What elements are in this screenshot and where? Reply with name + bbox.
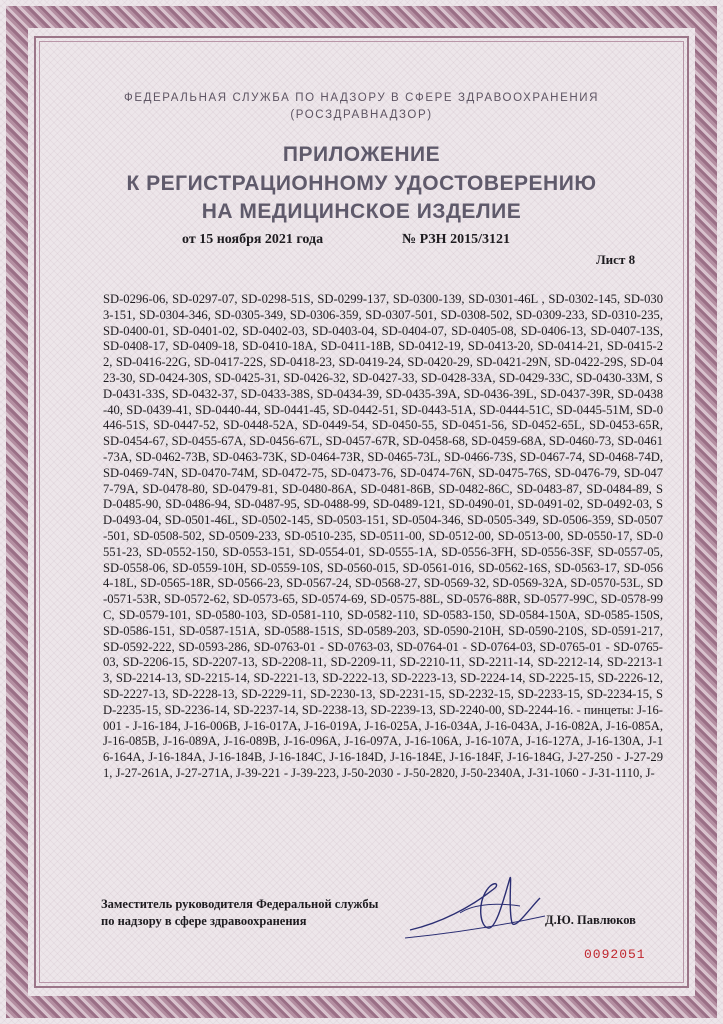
handwritten-signature [400,868,550,948]
registration-number: № РЗН 2015/3121 [402,232,510,247]
document-subtitle-2: НА МЕДИЦИНСКОЕ ИЗДЕЛИЕ [201,200,522,223]
document-subtitle-1: К РЕГИСТРАЦИОННОМУ УДОСТОВЕРЕНИЮ [126,172,597,195]
sheet-number: Лист 8 [596,252,636,267]
signatory-position-line2: по надзору в сфере здравоохранения [101,914,307,928]
agency-abbreviation: (РОСЗДРАВНАДЗОР) [290,109,433,121]
device-list [103,292,663,897]
document-title: ПРИЛОЖЕНИЕ [282,143,441,166]
model-list-text: SD-0296-06, SD-0297-07, SD-0298-51S, SD-0299-137, SD-0300-139, SD-0301-46L , SD-0302-145, SD-0303-151, SD-0304-346, SD-0305-349, SD-0306-359, SD-0307-501, SD-0308-502, SD-0309-233, SD-0310-235, SD-0400-01, SD-0401-02, SD-0402-03, SD-0403-04, SD-0404-07, SD-0405-08, SD-0406-13, SD-0407-13S, SD-0408-17, SD-0409-18, SD-0410-18A, SD-0411-18B, SD-0412-19, SD-0413-20, SD-0414-21, SD-0415-22, SD-0416-22G, SD-0417-22S, SD-0418-23, SD-0419-24, SD-0420-29, SD-0421-29N, SD-0422-29S, SD-0423-30, SD-0424-30S, SD-0425-31, SD-0426-32, SD-0427-33, SD-0428-33A, SD-0429-33C, SD-0430-33M, SD-0431-33S, SD-0432-37, SD-0433-38S, SD-0434-39, SD-0435-39A, SD-0436-39L, SD-0437-39R, SD-0438-40, SD-0439-41, SD-0440-44, SD-0441-45, SD-0442-51, SD-0443-51A, SD-0444-51C, SD-0445-51M, SD-0446-51S, SD-0447-52, SD-0448-52A, SD-0449-54, SD-0450-55, SD-0451-56, SD-0452-65L, SD-0453-65R, SD-0454-67, SD-0455-67A, SD-0456-67L, SD-0457-67R, SD-0458-68, SD-0459-68A, SD-0460-73, SD-0461-73A, SD-0462-73B, SD-0463-73K, SD-0464-73R, SD-0465-73L, SD-0466-73S, SD-0467-74, SD-0468-74D, SD-0469-74N, SD-0470-74M, SD-0472-75, SD-0473-76, SD-0474-76N, SD-0475-76S, SD-0476-79, SD-0477-79A, SD-0478-80, SD-0479-81, SD-0480-86A, SD-0481-86B, SD-0482-86C, SD-0483-87, SD-0484-89, SD-0485-90, SD-0486-94, SD-0487-95, SD-0488-99, SD-0489-121, SD-0490-01, SD-0491-02, SD-0492-03, SD-0493-04, SD-0501-46L, SD-0502-145, SD-0503-151, SD-0504-346, SD-0505-349, SD-0506-359, SD-0507-501, SD-0508-502, SD-0509-233, SD-0510-235, SD-0511-00, SD-0512-00, SD-0513-00, SD-0550-17, SD-0551-23, SD-0552-150, SD-0553-151, SD-0554-01, SD-0555-1A, SD-0556-3FH, SD-0556-3SF, SD-0557-05, SD-0558-06, SD-0559-10H, SD-0559-10S, SD-0560-015, SD-0561-016, SD-0562-16S, SD-0563-17, SD-0564-18L, SD-0565-18R, SD-0566-23, SD-0567-24, SD-0568-27, SD-0569-32, SD-0569-32A, SD-0570-53L, SD-0571-53R, SD-0572-62, SD-0573-65, SD-0574-69, SD-0575-88L, SD-0576-88R, SD-0577-99C, SD-0578-99C, SD-0579-101, SD-0580-103, SD-0581-110, SD-0582-110, SD-0583-150, SD-0584-150A, SD-0585-150S, SD-0586-151, SD-0587-151A, SD-0588-151S, SD-0589-203, SD-0590-210H, SD-0590-210S, SD-0591-217, SD-0592-222, SD-0593-286, SD-0763-01 - SD-0763-03, SD-0764-01 - SD-0764-03, SD-0765-01 - SD-0765-03, SD-2206-15, SD-2207-13, SD-2208-11, SD-2209-11, SD-2210-11, SD-2211-14, SD-2212-14, SD-2213-13, SD-2214-13, SD-2215-14, SD-2221-13, SD-2222-13, SD-2223-13, SD-2224-14, SD-2225-15, SD-2226-12, SD-2227-13, SD-2228-13, SD-2229-11, SD-2230-13, SD-2231-15, SD-2232-15, SD-2233-15, SD-2234-15, SD-2235-15, SD-2236-14, SD-2237-14, SD-2238-13, SD-2239-13, SD-2240-00, SD-2244-16. [103,292,663,717]
signatory-position-line1: Заместитель руководителя Федеральной службы [101,897,379,911]
serial-number: 0092051 [584,947,646,962]
agency-name: ФЕДЕРАЛЬНАЯ СЛУЖБА ПО НАДЗОРУ В СФЕРЕ ЗДРАВООХРАНЕНИЯ [123,92,600,104]
signatory-name: Д.Ю. Павлюков [545,913,636,927]
tweezers-list-text: - пинцеты: J-16-001 - J-16-184, J-16-006B, J-16-017A, J-16-019A, J-16-025A, J-16-034A, J-16-043A, J-16-082A, J-16-085A, J-16-085B, J-16-089A, J-16-089B, J-16-096A, J-16-097A, J-16-106A, J-16-107A, J-16-127A, J-16-130A, J-16-164A, J-16-184A, J-16-184B, J-16-184C, J-16-184D, J-16-184E, J-16-184F, J-16-184G, J-27-250 - J-27-291, J-27-261A, J-27-271A, J-39-221 - J-39-223, J-50-2030 - J-50-2820, J-50-2340A, J-31-1060 - J-31-1110, J- [103,702,663,780]
issue-date: от 15 ноября 2021 года [182,232,324,247]
